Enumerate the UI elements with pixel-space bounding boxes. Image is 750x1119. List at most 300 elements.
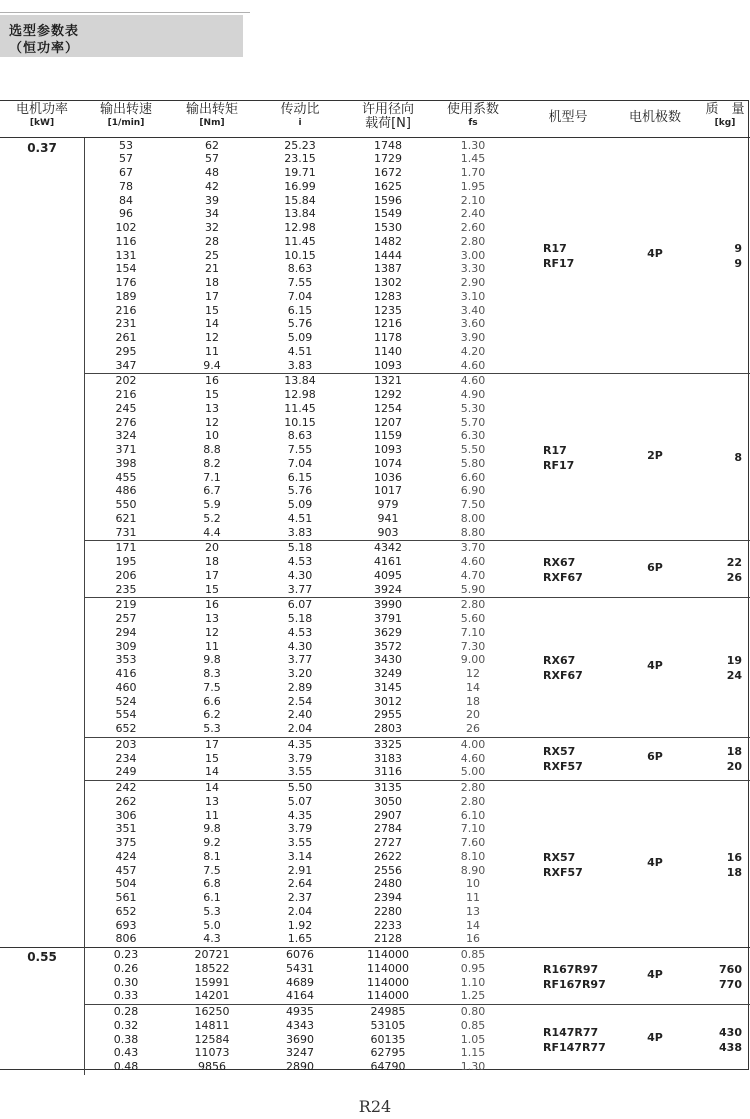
torque-cell: 5.3: [203, 904, 221, 918]
fs-cell: 7.60: [460, 836, 486, 849]
speed-cell: 398: [115, 456, 137, 470]
fs-cell: 7.10: [460, 822, 486, 836]
speed-cell: 176: [115, 276, 137, 289]
table-row: [0, 402, 750, 416]
load-cell: 903: [377, 525, 399, 539]
speed-cell: 731: [115, 525, 137, 539]
header-torque: [171, 103, 253, 129]
model-number: [543, 653, 583, 683]
load-cell: 979: [377, 498, 399, 511]
ratio-cell: 7.55: [287, 276, 313, 289]
speed-cell: 550: [115, 498, 137, 511]
ratio-cell: 2.40: [287, 708, 313, 722]
header-poles-label: 电机极数: [628, 110, 681, 125]
fs-cell: 3.40: [460, 303, 486, 317]
torque-cell: 11: [205, 639, 219, 653]
ratio-cell: 1.92: [287, 918, 313, 932]
torque-cell: 17: [205, 737, 219, 751]
load-cell: 3116: [374, 765, 402, 779]
torque-cell: 14: [205, 317, 219, 331]
fs-cell: 5.90: [460, 582, 486, 596]
fs-cell: 4.70: [460, 568, 486, 582]
ratio-cell: 3.77: [287, 653, 313, 667]
table-row: [0, 948, 750, 962]
load-cell: 3183: [374, 751, 402, 765]
fs-cell: 26: [466, 722, 480, 735]
header-ratio-label: 传动比: [280, 102, 320, 117]
load-cell: 4095: [374, 568, 402, 582]
speed-cell: 457: [115, 863, 137, 877]
torque-cell: 16: [205, 598, 219, 612]
load-cell: 2394: [374, 891, 402, 904]
speed-cell: 276: [115, 415, 137, 429]
load-cell: 3572: [374, 639, 402, 653]
load-cell: 3325: [374, 737, 402, 751]
speed-cell: 231: [115, 317, 137, 331]
table-row: [0, 765, 750, 779]
ratio-cell: 2.89: [287, 680, 313, 694]
ratio-cell: 3.83: [287, 525, 313, 539]
load-cell: 1216: [374, 317, 402, 331]
speed-cell: 131: [115, 248, 137, 262]
torque-cell: 5.3: [203, 722, 221, 735]
fs-cell: 5.50: [460, 443, 486, 456]
power-column-divider: [84, 947, 85, 1075]
speed-cell: 0.28: [113, 1005, 139, 1018]
torque-cell: 13: [205, 401, 219, 415]
table-row: [0, 583, 750, 597]
fs-cell: 2.80: [460, 234, 486, 248]
load-cell: 62795: [370, 1046, 406, 1060]
motor-poles: 4P: [647, 967, 663, 981]
motor-poles: 4P: [647, 1031, 663, 1045]
torque-cell: 17: [205, 568, 219, 582]
table-row: [0, 541, 750, 555]
fs-cell: 5.60: [460, 612, 486, 625]
speed-cell: 561: [115, 891, 137, 904]
mass-label: 760: [719, 962, 742, 976]
mass-label: 26: [726, 570, 742, 584]
torque-cell: 57: [205, 152, 219, 166]
mass-value: [727, 555, 742, 585]
load-cell: 2622: [374, 849, 402, 863]
torque-cell: 15: [205, 388, 219, 401]
torque-cell: 18: [205, 276, 219, 289]
torque-cell: 13: [205, 612, 219, 625]
ratio-cell: 1.65: [287, 932, 313, 946]
fs-cell: 3.10: [460, 289, 486, 303]
header-fs-label: 使用系数: [446, 102, 499, 117]
torque-cell: 15991: [194, 975, 230, 989]
fs-cell: 3.60: [460, 317, 486, 331]
table-row: [0, 345, 750, 359]
mass-value: [727, 744, 742, 774]
load-cell: 2480: [374, 877, 402, 891]
model-label: RF167R97: [543, 977, 606, 991]
page-subtitle: （恒功率）: [9, 41, 80, 56]
table-row: [0, 640, 750, 654]
fs-cell: 8.00: [460, 511, 486, 525]
ratio-cell: 10.15: [284, 248, 316, 262]
mass-label: 22: [726, 555, 742, 569]
torque-cell: 18: [205, 555, 219, 568]
load-cell: 114000: [367, 975, 409, 989]
fs-cell: 1.15: [460, 1046, 486, 1060]
load-cell: 3629: [374, 625, 402, 639]
load-cell: 24985: [370, 1005, 406, 1018]
speed-cell: 171: [115, 541, 137, 555]
torque-cell: 6.2: [203, 708, 221, 722]
fs-cell: 14: [466, 680, 480, 694]
fs-cell: 20: [466, 708, 480, 722]
table-row: [0, 891, 750, 905]
header-speed-label: 输出转速: [99, 102, 152, 117]
table-row: [0, 139, 750, 153]
speed-cell: 249: [115, 765, 137, 779]
ratio-cell: 25.23: [284, 138, 316, 152]
ratio-cell: 2.91: [287, 863, 313, 877]
ratio-cell: 5.76: [287, 484, 313, 498]
torque-cell: 9.8: [203, 822, 221, 836]
fs-cell: 1.30: [460, 138, 486, 152]
speed-cell: 202: [115, 374, 137, 388]
fs-cell: 2.80: [460, 794, 486, 808]
fs-cell: 8.90: [460, 863, 486, 877]
ratio-cell: 5.18: [287, 541, 313, 555]
ratio-cell: 13.84: [284, 374, 316, 388]
mass-label: 430: [719, 1026, 742, 1040]
ratio-cell: 4.35: [287, 737, 313, 751]
table-row: [0, 526, 750, 540]
header-fs: [431, 103, 515, 129]
ratio-cell: 3.77: [287, 582, 313, 596]
load-cell: 1074: [374, 456, 402, 470]
model-number: [543, 850, 583, 880]
fs-cell: 13: [466, 904, 480, 918]
speed-cell: 0.26: [113, 961, 139, 975]
speed-cell: 257: [115, 612, 137, 625]
load-cell: 3791: [374, 612, 402, 625]
mass-label: 19: [726, 654, 742, 667]
table-row: [0, 809, 750, 823]
table-row: [0, 612, 750, 626]
fs-cell: 3.30: [460, 262, 486, 276]
speed-cell: 53: [119, 138, 133, 152]
ratio-cell: 12.98: [284, 388, 316, 401]
mass-value: [734, 241, 742, 271]
ratio-cell: 4.53: [287, 625, 313, 639]
model-label: R167R97: [543, 962, 599, 976]
header-torque-label: 输出转矩: [185, 102, 238, 117]
torque-cell: 9.4: [203, 358, 221, 372]
model-label: RX57: [543, 850, 576, 864]
table-row: [0, 166, 750, 180]
torque-cell: 12: [205, 625, 219, 639]
torque-cell: 14201: [194, 989, 230, 1003]
speed-cell: 652: [115, 722, 137, 735]
load-cell: 1093: [374, 358, 402, 372]
torque-cell: 7.5: [203, 680, 221, 694]
ratio-cell: 2.04: [287, 904, 313, 918]
ratio-cell: 5431: [286, 961, 314, 975]
model-label: RF147R77: [543, 1041, 606, 1055]
torque-cell: 14: [205, 765, 219, 779]
model-label: RXF57: [543, 760, 583, 774]
speed-cell: 554: [115, 708, 137, 722]
motor-poles: 4P: [647, 247, 663, 261]
load-cell: 3135: [374, 781, 402, 794]
table-row: [0, 626, 750, 640]
torque-cell: 8.1: [203, 849, 221, 863]
speed-cell: 0.48: [113, 1060, 139, 1073]
torque-cell: 25: [205, 248, 219, 262]
fs-cell: 3.00: [460, 248, 486, 262]
header-ratio-unit: i: [298, 118, 302, 128]
table-row: [0, 919, 750, 933]
ratio-cell: 3.83: [287, 358, 313, 372]
header-load-label: 许用径向: [361, 102, 414, 117]
speed-cell: 504: [115, 877, 137, 891]
fs-cell: 2.80: [460, 781, 486, 794]
speed-cell: 0.33: [113, 989, 139, 1003]
motor-poles: 2P: [647, 448, 663, 462]
header-torque-unit: [Nm]: [199, 118, 225, 128]
fs-cell: 6.60: [460, 470, 486, 484]
speed-cell: 206: [115, 568, 137, 582]
load-cell: 1549: [374, 207, 402, 221]
mass-label: 9: [734, 257, 742, 271]
fs-cell: 3.70: [460, 541, 486, 555]
ratio-cell: 13.84: [284, 207, 316, 221]
model-label: RXF67: [543, 669, 583, 682]
fs-cell: 1.70: [460, 166, 486, 179]
speed-cell: 0.30: [113, 975, 139, 989]
table-row: [0, 932, 750, 946]
torque-cell: 4.3: [203, 932, 221, 946]
torque-cell: 17: [205, 289, 219, 303]
table-row: [0, 207, 750, 221]
torque-cell: 16: [205, 374, 219, 388]
header-speed: [85, 103, 167, 129]
speed-cell: 67: [119, 166, 133, 179]
load-cell: 114000: [367, 961, 409, 975]
speed-cell: 652: [115, 904, 137, 918]
motor-poles: 4P: [647, 855, 663, 869]
speed-cell: 0.32: [113, 1018, 139, 1032]
model-label: RF17: [543, 458, 575, 472]
fs-cell: 2.40: [460, 207, 486, 221]
fs-cell: 0.80: [460, 1005, 486, 1018]
speed-cell: 424: [115, 849, 137, 863]
table-row: [0, 695, 750, 709]
table-row: [0, 1005, 750, 1019]
fs-cell: 1.45: [460, 152, 486, 166]
torque-cell: 6.7: [203, 484, 221, 498]
speed-cell: 195: [115, 555, 137, 568]
mass-label: 18: [726, 745, 742, 759]
load-cell: 2803: [374, 722, 402, 735]
load-cell: 2955: [374, 708, 402, 722]
load-cell: 1292: [374, 388, 402, 401]
load-cell: 4161: [374, 555, 402, 568]
speed-cell: 486: [115, 484, 137, 498]
torque-cell: 6.6: [203, 694, 221, 708]
header-load: [346, 103, 430, 131]
table-row: [0, 429, 750, 443]
speed-cell: 0.23: [113, 948, 139, 961]
torque-cell: 48: [205, 166, 219, 179]
fs-cell: 2.60: [460, 221, 486, 234]
ratio-cell: 4.51: [287, 344, 313, 358]
load-cell: 3012: [374, 694, 402, 708]
ratio-cell: 6076: [286, 948, 314, 961]
header-poles: [620, 111, 690, 125]
load-cell: 1748: [374, 138, 402, 152]
fs-cell: 7.10: [460, 625, 486, 639]
torque-cell: 12584: [194, 1032, 230, 1046]
speed-cell: 294: [115, 625, 137, 639]
ratio-cell: 4.35: [287, 808, 313, 822]
table-row: [0, 471, 750, 485]
model-label: RF17: [543, 257, 575, 271]
torque-cell: 4.4: [203, 525, 221, 539]
ratio-cell: 3247: [286, 1046, 314, 1060]
fs-cell: 9.00: [460, 653, 486, 667]
fs-cell: 4.00: [460, 737, 486, 751]
power-column-divider: [84, 138, 85, 948]
load-cell: 1178: [374, 331, 402, 344]
fs-cell: 16: [466, 932, 480, 946]
speed-cell: 102: [115, 221, 137, 234]
torque-cell: 6.8: [203, 877, 221, 891]
mass-label: 8: [734, 450, 742, 464]
fs-cell: 18: [466, 694, 480, 708]
speed-cell: 116: [115, 234, 137, 248]
header-mass: [700, 103, 750, 129]
fs-cell: 10: [466, 877, 480, 891]
header-power-label: 电机功率: [15, 102, 68, 117]
model-label: RXF57: [543, 865, 583, 879]
header-load-unit: 载荷[N]: [365, 116, 411, 131]
load-cell: 3430: [374, 653, 402, 667]
fs-cell: 14: [466, 918, 480, 932]
torque-cell: 5.9: [203, 498, 221, 511]
table-row: [0, 795, 750, 809]
model-number: [543, 744, 583, 774]
power-value: 0.37: [27, 140, 57, 155]
load-cell: 2556: [374, 863, 402, 877]
load-cell: 64790: [370, 1060, 406, 1073]
ratio-cell: 4935: [286, 1005, 314, 1018]
load-cell: 2128: [374, 932, 402, 946]
table-row: [0, 877, 750, 891]
speed-cell: 235: [115, 582, 137, 596]
ratio-cell: 4.53: [287, 555, 313, 568]
model-number: [543, 1025, 606, 1055]
load-cell: 60135: [370, 1032, 406, 1046]
load-cell: 1254: [374, 401, 402, 415]
load-cell: 1321: [374, 374, 402, 388]
fs-cell: 7.30: [460, 639, 486, 653]
torque-cell: 12: [205, 415, 219, 429]
speed-cell: 0.38: [113, 1032, 139, 1046]
speed-cell: 524: [115, 694, 137, 708]
table-row: [0, 262, 750, 276]
ratio-cell: 16.99: [284, 179, 316, 193]
torque-cell: 11: [205, 808, 219, 822]
ratio-cell: 6.15: [287, 470, 313, 484]
ratio-cell: 6.07: [287, 598, 313, 612]
fs-cell: 1.10: [460, 975, 486, 989]
fs-cell: 2.10: [460, 193, 486, 207]
table-row: [0, 276, 750, 290]
fs-cell: 11: [466, 891, 480, 904]
load-cell: 3050: [374, 794, 402, 808]
speed-cell: 806: [115, 932, 137, 946]
load-cell: 1482: [374, 234, 402, 248]
page-title: 选型参数表: [9, 24, 80, 39]
load-cell: 1387: [374, 262, 402, 276]
speed-cell: 371: [115, 443, 137, 456]
ratio-cell: 8.63: [287, 429, 313, 443]
ratio-cell: 11.45: [284, 401, 316, 415]
ratio-cell: 5.09: [287, 331, 313, 344]
table-row: [0, 221, 750, 235]
fs-cell: 1.30: [460, 1060, 486, 1073]
table-row: [0, 152, 750, 166]
ratio-cell: 4164: [286, 989, 314, 1003]
speed-cell: 245: [115, 401, 137, 415]
title-box: [0, 15, 243, 57]
ratio-cell: 4.51: [287, 511, 313, 525]
table-row: [0, 781, 750, 795]
fs-cell: 1.25: [460, 989, 486, 1003]
load-cell: 1283: [374, 289, 402, 303]
ratio-cell: 11.45: [284, 234, 316, 248]
table-row: [0, 1060, 750, 1074]
table-row: [0, 331, 750, 345]
load-cell: 1235: [374, 303, 402, 317]
load-cell: 2727: [374, 836, 402, 849]
speed-cell: 84: [119, 193, 133, 207]
fs-cell: 5.70: [460, 415, 486, 429]
load-cell: 1207: [374, 415, 402, 429]
header-model-label: 机型号: [548, 110, 588, 125]
speed-cell: 621: [115, 511, 137, 525]
torque-cell: 14811: [194, 1018, 230, 1032]
ratio-cell: 3.14: [287, 849, 313, 863]
load-cell: 2233: [374, 918, 402, 932]
speed-cell: 455: [115, 470, 137, 484]
torque-cell: 9856: [198, 1060, 226, 1073]
load-cell: 3145: [374, 680, 402, 694]
table-row: [0, 180, 750, 194]
torque-cell: 14: [205, 781, 219, 794]
ratio-cell: 5.09: [287, 498, 313, 511]
speed-cell: 234: [115, 751, 137, 765]
ratio-cell: 7.55: [287, 443, 313, 456]
speed-cell: 324: [115, 429, 137, 443]
speed-cell: 262: [115, 794, 137, 808]
ratio-cell: 3.79: [287, 822, 313, 836]
table-row: [0, 1046, 750, 1060]
torque-cell: 20721: [194, 948, 230, 961]
ratio-cell: 10.15: [284, 415, 316, 429]
header-ratio: [258, 103, 342, 129]
mass-value: [719, 962, 742, 992]
load-cell: 2784: [374, 822, 402, 836]
ratio-cell: 2.37: [287, 891, 313, 904]
